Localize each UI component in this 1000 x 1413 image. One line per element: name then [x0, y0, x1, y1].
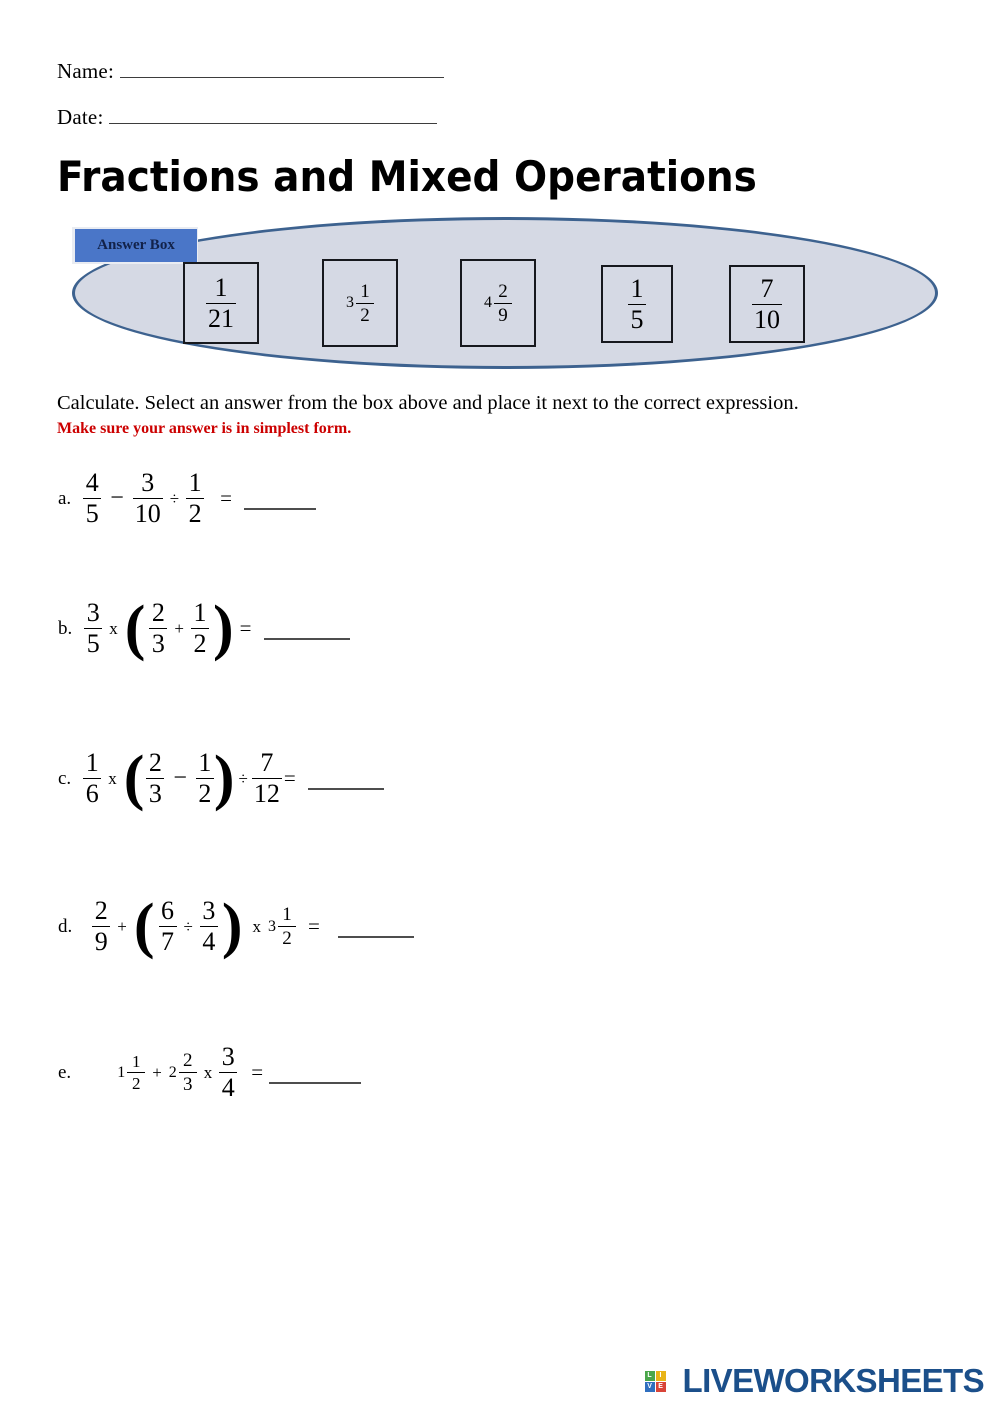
right-paren: ) [213, 593, 234, 662]
name-write-line[interactable] [120, 77, 444, 78]
mixed-number-2 [169, 1051, 197, 1094]
fraction-bar [179, 1072, 197, 1073]
numerator: 1 [85, 748, 99, 777]
fraction-1 [92, 898, 110, 955]
numerator: 2 [148, 748, 162, 777]
numerator: 2 [151, 598, 165, 627]
fraction-bar [127, 1072, 145, 1073]
operator-divide: ÷ [238, 768, 248, 788]
numerator: 6 [161, 896, 174, 925]
fraction-3 [186, 470, 204, 527]
problem-label: b. [58, 617, 73, 639]
denominator: 2 [198, 779, 212, 808]
answer-blank-e[interactable] [269, 1082, 361, 1084]
answer-blank-b[interactable] [264, 638, 350, 640]
logo-tiles-icon [645, 1371, 677, 1392]
numerator: 1 [360, 280, 370, 302]
fraction-1 [83, 470, 101, 527]
problem-label: e. [58, 1061, 72, 1083]
numerator: 2 [498, 280, 508, 302]
name-label: Name: [57, 59, 114, 83]
numerator: 1 [282, 904, 292, 925]
left-paren: ( [124, 593, 146, 662]
operator-subtract: − [110, 485, 124, 511]
operator-add: + [152, 1062, 162, 1082]
logo-tile-e: E [656, 1382, 666, 1392]
equals-sign: = [283, 766, 296, 790]
fraction [179, 1051, 197, 1094]
numerator: 1 [193, 598, 207, 627]
denominator: 3 [151, 629, 165, 658]
denominator: 3 [183, 1074, 193, 1095]
numerator: 1 [131, 1052, 141, 1071]
answer-option-3[interactable] [460, 259, 536, 347]
operator-subtract: − [173, 765, 187, 791]
answer-blank-d[interactable] [338, 936, 414, 938]
numerator: 3 [221, 1042, 235, 1071]
fraction [278, 905, 296, 948]
denominator: 2 [282, 928, 292, 949]
denominator: 21 [208, 303, 234, 333]
logo-wordmark: LIVEWORKSHEETS [682, 1362, 984, 1399]
fraction-1 [83, 750, 101, 807]
problem-label: a. [58, 487, 72, 509]
answer-option-2[interactable] [322, 259, 398, 347]
mixed-number [484, 282, 512, 325]
fraction-1 [219, 1044, 237, 1101]
operator-multiply: x [108, 768, 117, 788]
denominator: 2 [188, 499, 202, 528]
instruction-simplest-form: Make sure your answer is in simplest form. [57, 420, 352, 437]
answer-option-1[interactable] [183, 262, 259, 344]
numerator: 4 [85, 468, 99, 497]
numerator: 3 [86, 598, 100, 627]
numerator: 1 [214, 272, 228, 302]
left-paren: ( [133, 891, 155, 960]
denominator: 4 [202, 927, 216, 956]
answer-option-4[interactable] [601, 265, 673, 343]
denominator: 3 [148, 779, 162, 808]
numerator: 1 [188, 468, 202, 497]
denominator: 12 [253, 779, 280, 808]
fraction [752, 273, 782, 334]
logo-tile-v: V [645, 1382, 655, 1392]
numerator: 3 [141, 468, 155, 497]
fraction-3 [200, 898, 218, 955]
date-label: Date: [57, 105, 104, 129]
fraction-3 [191, 600, 209, 657]
whole-part: 4 [484, 294, 492, 311]
operator-add: + [117, 916, 127, 936]
logo-tile-blank-1 [667, 1371, 677, 1381]
problem-a [58, 470, 316, 527]
fraction [356, 282, 374, 325]
right-paren: ) [221, 891, 243, 960]
denominator: 2 [131, 1074, 141, 1093]
fraction [127, 1053, 145, 1092]
date-field [57, 105, 437, 130]
page-title: Fractions and Mixed Operations [57, 153, 757, 202]
name-field [57, 59, 444, 84]
answer-box-label: Answer Box [75, 229, 197, 262]
problem-label: d. [58, 915, 73, 937]
equals-sign: = [308, 914, 320, 938]
problem-c [58, 743, 384, 812]
logo-tile-l: L [645, 1371, 655, 1381]
denominator: 4 [221, 1073, 235, 1102]
denominator: 6 [85, 779, 99, 808]
whole-part: 3 [346, 294, 354, 311]
fraction-1 [84, 600, 102, 657]
numerator: 3 [202, 896, 216, 925]
fraction-2 [146, 750, 164, 807]
fraction-3 [196, 750, 214, 807]
answer-blank-c[interactable] [308, 788, 384, 790]
numerator: 2 [94, 896, 108, 925]
problem-b [58, 593, 350, 662]
denominator: 7 [161, 927, 174, 956]
denominator: 2 [193, 629, 207, 658]
denominator: 10 [754, 304, 780, 334]
denominator: 5 [85, 499, 99, 528]
operator-add: + [174, 618, 184, 638]
denominator: 2 [360, 304, 370, 326]
mixed-number [346, 282, 374, 325]
equals-sign: = [251, 1060, 264, 1084]
right-paren: ) [213, 743, 235, 812]
logo-tile-i: I [656, 1371, 666, 1381]
operator-multiply: x [203, 1062, 213, 1082]
denominator: 5 [630, 304, 644, 334]
operator-divide: ÷ [183, 916, 193, 936]
fraction [494, 282, 512, 325]
numerator: 1 [630, 273, 644, 303]
answer-option-5[interactable] [729, 265, 805, 343]
fraction-2 [149, 600, 167, 657]
fraction-2 [133, 470, 163, 527]
mixed-number [268, 905, 296, 948]
operator-multiply: x [109, 618, 118, 638]
denominator: 10 [134, 499, 161, 528]
problem-label: c. [58, 767, 72, 789]
fraction-4 [252, 750, 282, 807]
fraction [628, 273, 646, 334]
equals-sign: = [220, 486, 232, 510]
numerator: 7 [260, 748, 274, 777]
operator-multiply: x [252, 916, 261, 936]
denominator: 9 [498, 304, 508, 326]
denominator: 5 [86, 629, 100, 658]
problem-e [58, 1044, 361, 1101]
numerator: 7 [760, 273, 774, 303]
fraction [206, 272, 236, 333]
fraction-2 [159, 898, 177, 955]
fraction-bar [356, 303, 374, 304]
numerator: 1 [198, 748, 212, 777]
logo-tile-blank-2 [667, 1382, 677, 1392]
numerator: 2 [183, 1050, 193, 1071]
instruction-primary: Calculate. Select an answer from the box above and place it next to the correct expression. [57, 392, 799, 414]
problem-d [58, 891, 414, 960]
whole-part: 2 [168, 1063, 177, 1081]
denominator: 9 [94, 927, 108, 956]
date-write-line[interactable] [109, 123, 437, 124]
answer-blank-a[interactable] [244, 508, 316, 510]
whole-part: 3 [268, 917, 276, 935]
fraction-bar [494, 303, 512, 304]
operator-divide: ÷ [169, 488, 180, 508]
mixed-number-1 [117, 1053, 145, 1092]
fraction-bar [278, 926, 296, 927]
left-paren: ( [123, 743, 145, 812]
equals-sign: = [239, 616, 252, 640]
liveworksheets-logo [645, 1362, 984, 1400]
whole-part: 1 [117, 1063, 126, 1081]
